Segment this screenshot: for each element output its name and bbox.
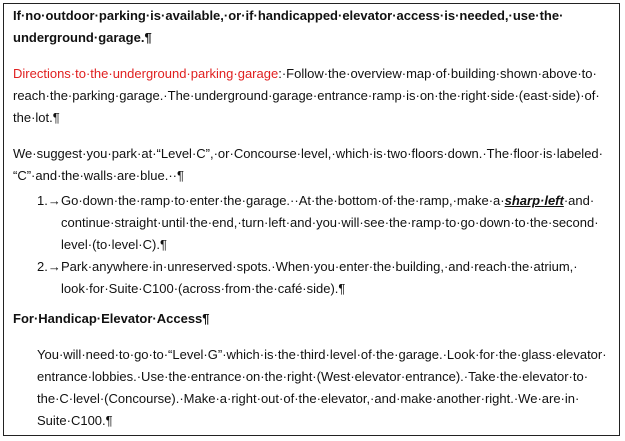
step-1-emphasis: sharp·left (504, 193, 564, 208)
handicap-line-3: the·C·level·(Concourse).·Make·a·right·out·of·the·elevator,·and·make·another·right.·We·are·in· (37, 391, 580, 406)
step-1-line-2: continue·straight·until·the·end,·turn·left·and·you·will·see·the·ramp·to·go·down·to·the·second· (61, 215, 599, 230)
handicap-line-4: Suite·C100.¶ (37, 413, 113, 428)
step-2-line-2: look·for·Suite·C100·(across·from·the·café·side).¶ (61, 281, 346, 296)
heading-line-2: underground·garage.¶ (13, 30, 152, 45)
step-2-number: 2.→ (37, 259, 61, 274)
directions-line-1 (13, 63, 613, 85)
directions-line-3: the·lot.¶ (13, 110, 60, 125)
step-1-number: 1.→ (37, 193, 61, 208)
step-2-line-1: Park·anywhere·in·unreserved·spots.·When·you·enter·the·building,·and·reach·the·atrium,· (61, 259, 578, 274)
suggest-line-2: “C”·and·the·walls·are·blue.··¶ (13, 168, 184, 183)
directions-line-2: reach·the·parking·garage.·The·underground·garage·entrance·ramp·is·on·the·right·side·(east·side)·of· (13, 88, 600, 103)
handicap-heading: For·Handicap·Elevator·Access¶ (13, 311, 210, 326)
handicap-line-1: You·will·need·to·go·to·“Level·G”·which·is·the·third·level·of·the·garage.·Look·for·the·glass·elevator· (37, 347, 607, 362)
step-1-line-1 (61, 190, 616, 212)
step-1-line-3: level·(to·level·C).¶ (61, 237, 167, 252)
step-1-text-after: ·and· (563, 193, 595, 208)
step-1-text-before: Go·down·the·ramp·to·enter·the·garage.··At·the·bottom·of·the·ramp,·make·a· (61, 193, 505, 208)
suggest-line-1: We·suggest·you·park·at·“Level·C”,·or·Concourse·level,·which·is·two·floors·down.·The·floor·is·labeled· (13, 146, 603, 161)
handicap-line-2: entrance·lobbies.·Use·the·entrance·on·the·right·(West·elevator·entrance).·Take·the·elevator·to· (37, 369, 589, 384)
directions-label: Directions·to·the·underground·parking·garage (13, 66, 279, 81)
directions-line-1-text: :·Follow·the·overview·map·of·building·shown·above·to· (278, 66, 597, 81)
heading-line-1: If·no·outdoor·parking·is·available,·or·if·handicapped·elevator·access·is·needed,·use·the· (13, 8, 564, 23)
